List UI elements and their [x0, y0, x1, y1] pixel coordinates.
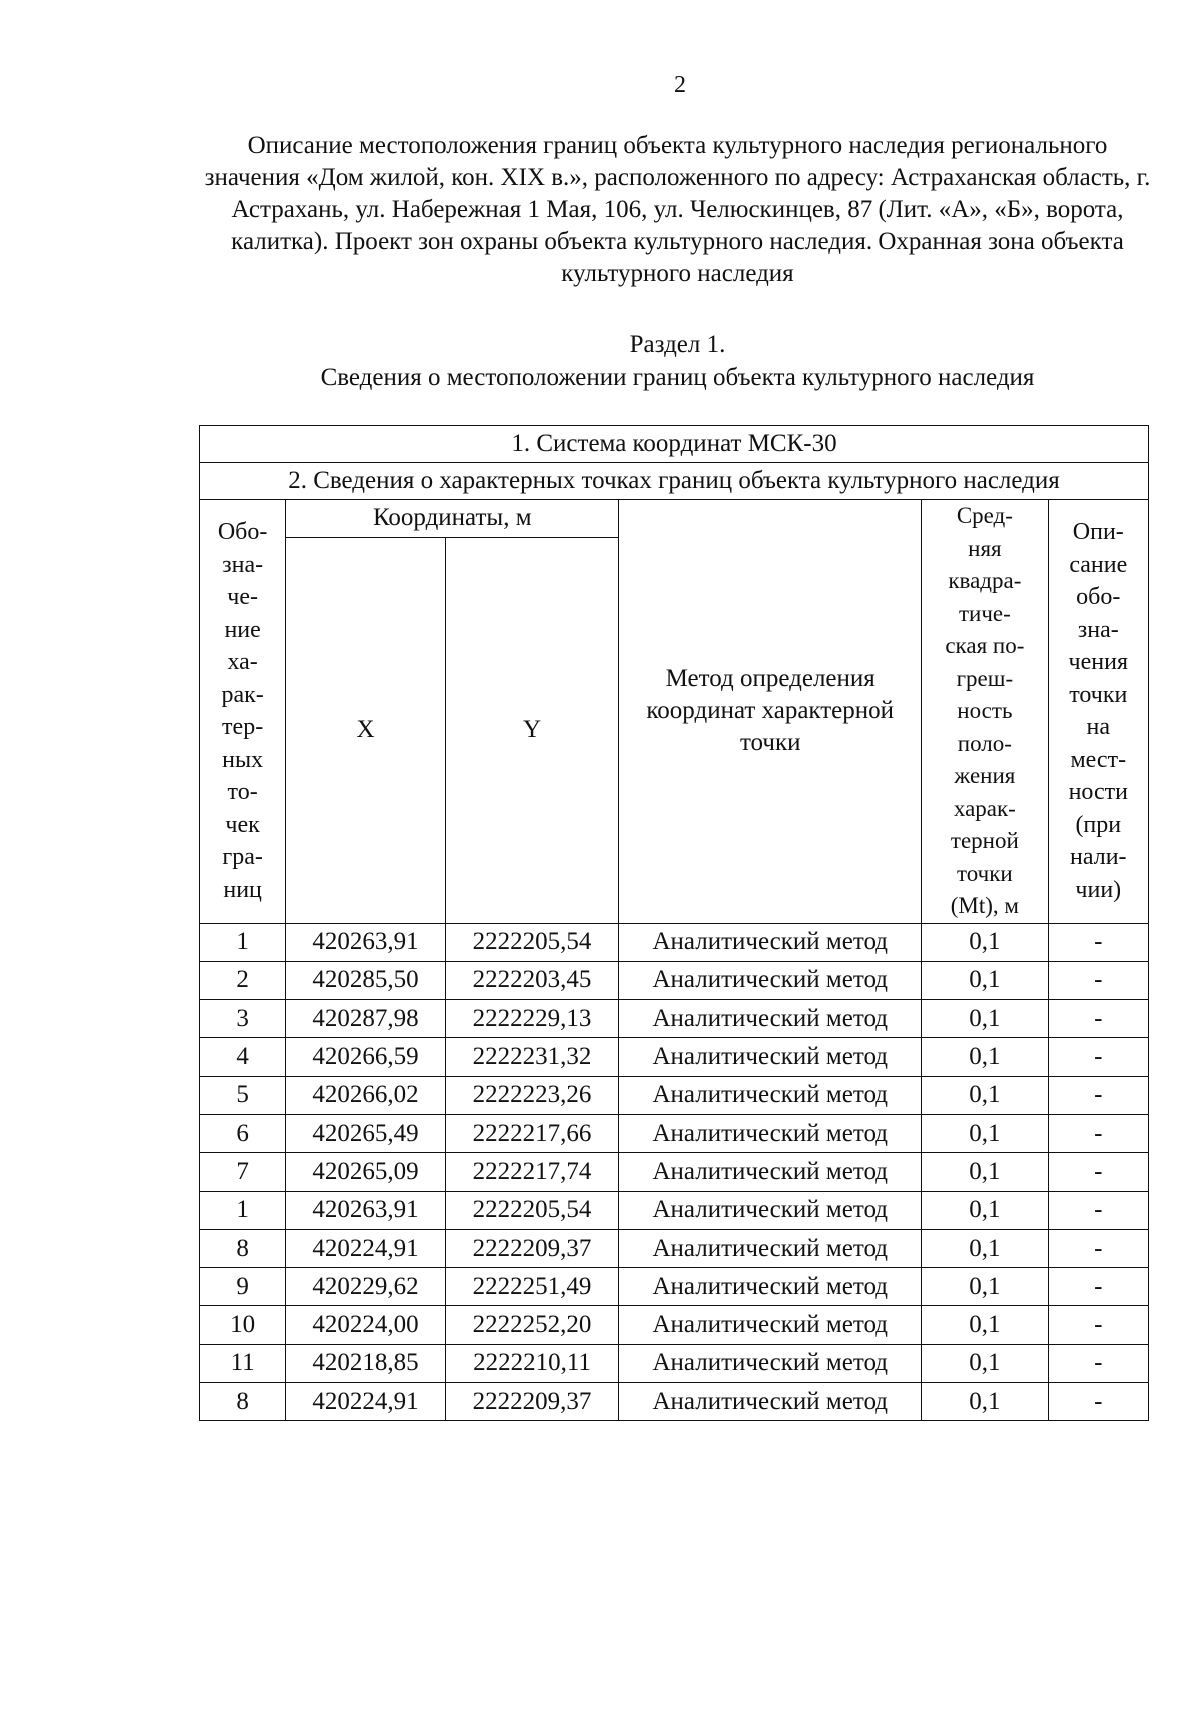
cell-error: 0,1	[922, 1114, 1048, 1152]
table-row	[200, 1229, 1149, 1267]
table-row	[200, 1076, 1149, 1114]
table-row	[200, 1344, 1149, 1382]
coordinates-table	[199, 425, 1149, 1421]
cell-x: 420224,00	[286, 1306, 445, 1344]
cell-x: 420265,49	[286, 1114, 445, 1152]
table-row	[200, 1038, 1149, 1076]
cell-description: -	[1048, 1229, 1148, 1267]
cell-point: 3	[200, 1000, 286, 1038]
cell-point: 8	[200, 1229, 286, 1267]
table-row	[200, 1306, 1149, 1344]
cell-error: 0,1	[922, 1306, 1048, 1344]
cell-point: 5	[200, 1076, 286, 1114]
cell-y: 2222223,26	[445, 1076, 619, 1114]
header-coords: Координаты, м	[286, 500, 619, 538]
cell-y: 2222252,20	[445, 1306, 619, 1344]
points-title-row	[200, 463, 1149, 500]
coord-system-row	[200, 426, 1149, 463]
cell-error: 0,1	[922, 1229, 1048, 1267]
coord-system-label: 1. Система координат МСК-30	[200, 426, 1149, 463]
cell-description: -	[1048, 1268, 1148, 1306]
cell-method: Аналитический метод	[619, 1229, 922, 1267]
cell-method: Аналитический метод	[619, 1344, 922, 1382]
cell-y: 2222205,54	[445, 923, 619, 961]
cell-point: 8	[200, 1383, 286, 1421]
cell-y: 2222229,13	[445, 1000, 619, 1038]
cell-x: 420218,85	[286, 1344, 445, 1382]
cell-description: -	[1048, 961, 1148, 999]
cell-point: 1	[200, 1191, 286, 1229]
page-number: 2	[674, 72, 686, 98]
section-header	[200, 328, 1155, 394]
section-title: Сведения о местоположении границ объекта культурного наследия	[320, 364, 1035, 391]
cell-x: 420263,91	[286, 1191, 445, 1229]
cell-method: Аналитический метод	[619, 1000, 922, 1038]
cell-description: -	[1048, 1191, 1148, 1229]
cell-method: Аналитический метод	[619, 1191, 922, 1229]
table-row	[200, 1383, 1149, 1421]
cell-error: 0,1	[922, 1383, 1048, 1421]
cell-point: 10	[200, 1306, 286, 1344]
cell-method: Аналитический метод	[619, 1038, 922, 1076]
cell-description: -	[1048, 1114, 1148, 1152]
cell-description: -	[1048, 1383, 1148, 1421]
cell-description: -	[1048, 1000, 1148, 1038]
cell-method: Аналитический метод	[619, 961, 922, 999]
header-y: Y	[445, 537, 619, 923]
cell-method: Аналитический метод	[619, 1268, 922, 1306]
cell-error: 0,1	[922, 1076, 1048, 1114]
cell-point: 9	[200, 1268, 286, 1306]
cell-error: 0,1	[922, 923, 1048, 961]
table-row	[200, 1191, 1149, 1229]
cell-description: -	[1048, 1306, 1148, 1344]
cell-y: 2222217,66	[445, 1114, 619, 1152]
header-point: Обо- зна- че- ние ха- рак- тер- ных то- чек гра- ниц	[200, 500, 286, 924]
header-error: Сред- няя квадра- тиче- ская по- греш- ность поло- жения харак- терной точки (Mt), м	[922, 500, 1048, 924]
header-method-label: Метод определения координат характерной точки	[646, 665, 895, 757]
cell-error: 0,1	[922, 1153, 1048, 1191]
header-method	[619, 500, 922, 924]
cell-description: -	[1048, 1153, 1148, 1191]
table-row	[200, 1114, 1149, 1152]
cell-method: Аналитический метод	[619, 1114, 922, 1152]
table-row	[200, 961, 1149, 999]
cell-x: 420266,59	[286, 1038, 445, 1076]
cell-x: 420224,91	[286, 1229, 445, 1267]
cell-description: -	[1048, 1344, 1148, 1382]
table-row	[200, 923, 1149, 961]
cell-description: -	[1048, 923, 1148, 961]
header-x: X	[286, 537, 445, 923]
header-description: Опи- сание обо- зна- чения точки на мест- ности (при нали- чии)	[1048, 500, 1148, 924]
cell-y: 2222203,45	[445, 961, 619, 999]
cell-error: 0,1	[922, 1038, 1048, 1076]
cell-point: 6	[200, 1114, 286, 1152]
cell-x: 420285,50	[286, 961, 445, 999]
cell-method: Аналитический метод	[619, 1076, 922, 1114]
cell-point: 1	[200, 923, 286, 961]
cell-error: 0,1	[922, 1268, 1048, 1306]
cell-method: Аналитический метод	[619, 923, 922, 961]
cell-error: 0,1	[922, 1000, 1048, 1038]
table-row	[200, 1268, 1149, 1306]
table-row	[200, 1000, 1149, 1038]
cell-y: 2222209,37	[445, 1229, 619, 1267]
cell-x: 420266,02	[286, 1076, 445, 1114]
cell-x: 420287,98	[286, 1000, 445, 1038]
cell-y: 2222210,11	[445, 1344, 619, 1382]
cell-x: 420224,91	[286, 1383, 445, 1421]
cell-point: 2	[200, 961, 286, 999]
cell-error: 0,1	[922, 961, 1048, 999]
document-heading: Описание местоположения границ объекта культурного наследия регионального значения «Дом жилой, кон. XIX в.», расположенного по адресу: Астраханская область, г. Астрахань, ул. Набережная 1 Мая, 106, ул. Челюскинцев, 87 (Лит. «А», «Б», ворота, калитка). Проект зон охраны объекта культурного наследия. Охранная зона объекта культурного наследия	[204, 132, 1151, 287]
cell-y: 2222205,54	[445, 1191, 619, 1229]
cell-y: 2222231,32	[445, 1038, 619, 1076]
cell-method: Аналитический метод	[619, 1153, 922, 1191]
cell-point: 7	[200, 1153, 286, 1191]
cell-x: 420265,09	[286, 1153, 445, 1191]
cell-point: 4	[200, 1038, 286, 1076]
cell-error: 0,1	[922, 1344, 1048, 1382]
cell-y: 2222251,49	[445, 1268, 619, 1306]
cell-method: Аналитический метод	[619, 1306, 922, 1344]
cell-error: 0,1	[922, 1191, 1048, 1229]
cell-x: 420229,62	[286, 1268, 445, 1306]
section-number: Раздел 1.	[629, 331, 726, 358]
cell-x: 420263,91	[286, 923, 445, 961]
cell-point: 11	[200, 1344, 286, 1382]
table-row	[200, 1153, 1149, 1191]
cell-method: Аналитический метод	[619, 1383, 922, 1421]
cell-description: -	[1048, 1076, 1148, 1114]
points-title-label: 2. Сведения о характерных точках границ объекта культурного наследия	[200, 463, 1149, 500]
header-row-1	[200, 500, 1149, 538]
cell-description: -	[1048, 1038, 1148, 1076]
cell-y: 2222209,37	[445, 1383, 619, 1421]
cell-y: 2222217,74	[445, 1153, 619, 1191]
